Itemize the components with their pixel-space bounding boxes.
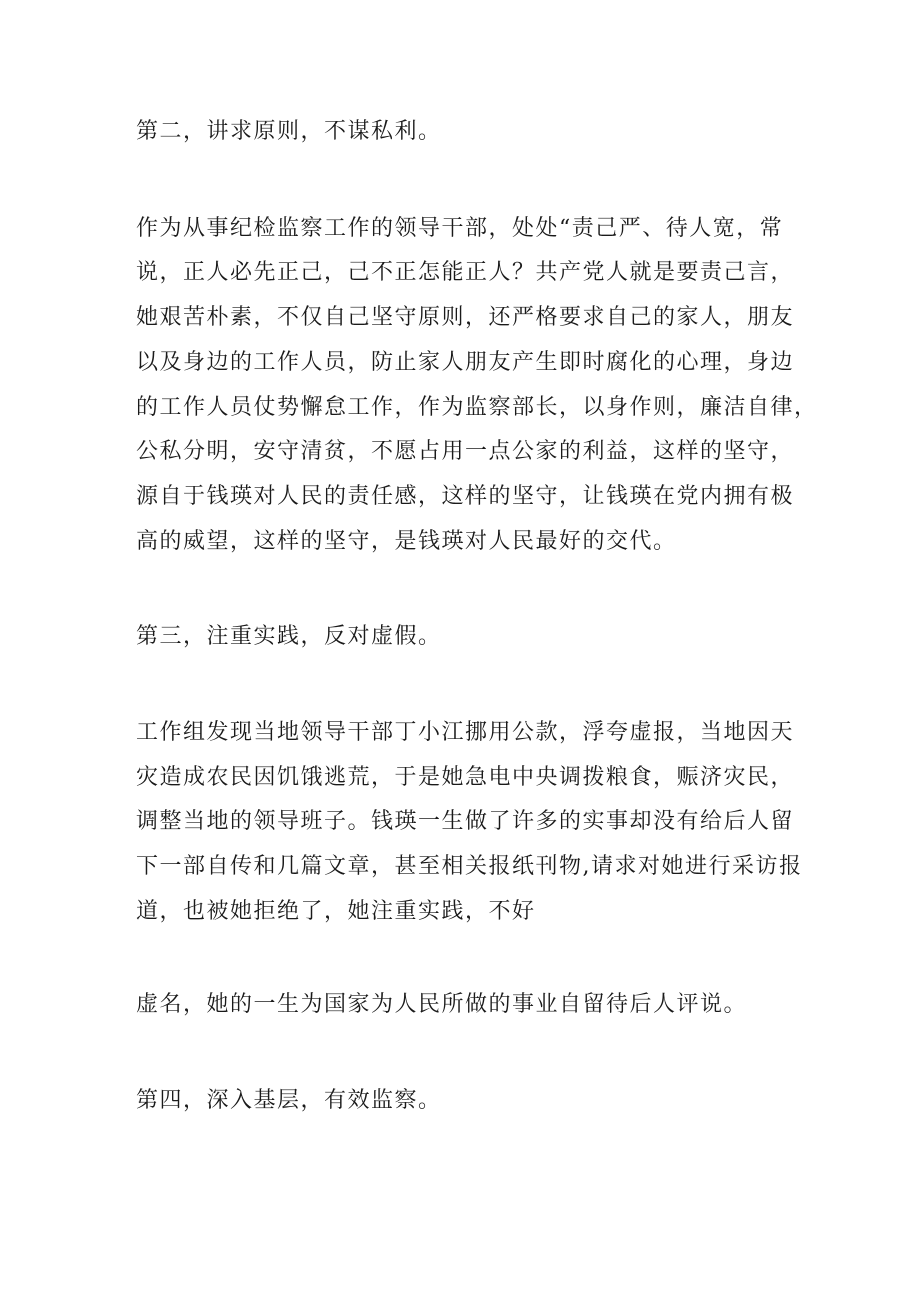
paragraph-line: 她艰苦朴素，不仅自己坚守原则，还严格要求自己的家人，朋友 [136,305,795,330]
paragraph-line: 调整当地的领导班子。钱瑛一生做了许多的实事却没有给后人留 [136,809,795,834]
section-heading-3: 第三，注重实践，反对虚假。 [136,624,442,649]
paragraph-line: 下一部自传和几篇文章，甚至相关报纸刊物,请求对她进行采访报 [136,854,803,879]
paragraph-line: 的工作人员仗势懈怠工作，作为监察部长，以身作则，廉洁自律， [136,395,818,420]
section-heading-2: 第二，讲求原则，不谋私利。 [136,119,442,144]
paragraph-line: 灾造成农民因饥饿逃荒，于是她急电中央调拨粮食，赈济灾民， [136,765,795,790]
paragraph-line: 以及身边的工作人员，防止家人朋友产生即时腐化的心理，身边 [136,350,795,375]
section-heading-4: 第四，深入基层，有效监察。 [136,1088,442,1113]
paragraph-line: 高的威望，这样的坚守，是钱瑛对人民最好的交代。 [136,529,677,554]
paragraph-line: 源自于钱瑛对人民的责任感，这样的坚守，让钱瑛在党内拥有极 [136,484,795,509]
paragraph-line: 道，也被她拒绝了，她注重实践，不好 [136,899,536,924]
paragraph-line: 公私分明，安守清贫，不愿占用一点公家的利益，这样的坚守， [136,439,795,464]
paragraph-line: 说，正人必先正己，己不正怎能正人？共产党人就是要责己言， [136,260,795,285]
paragraph-line: 工作组发现当地领导干部丁小江挪用公款，浮夸虚报，当地因天 [136,720,795,745]
paragraph-line: 作为从事纪检监察工作的领导干部，处处“责己严、待人宽，常 [136,216,784,241]
paragraph-continuation: 虚名，她的一生为国家为人民所做的事业自留待后人评说。 [136,992,748,1017]
